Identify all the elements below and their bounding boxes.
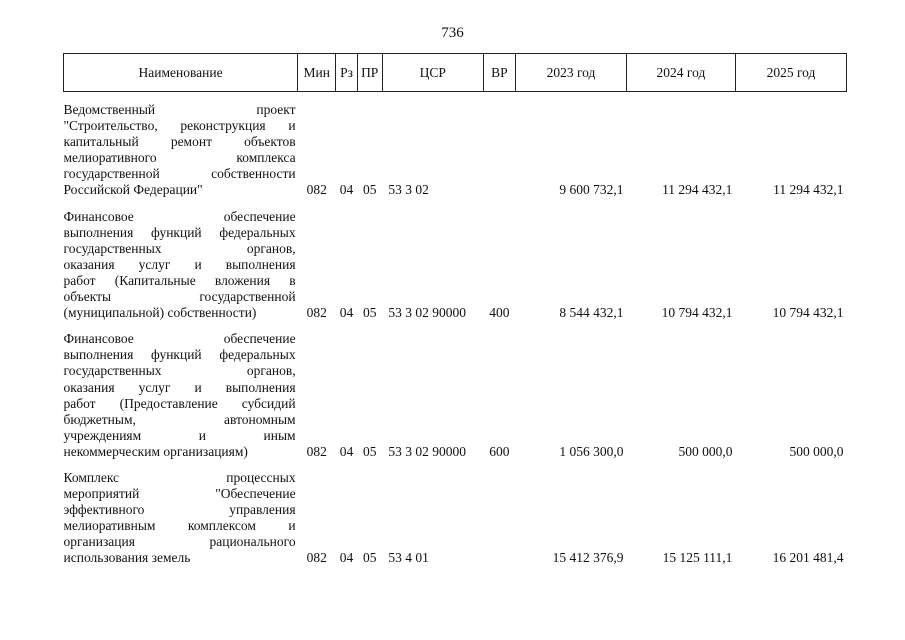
header-rz: Рз (336, 54, 357, 92)
row-amount-2023: 8 544 432,1 (559, 305, 624, 321)
header-name: Наименование (64, 54, 298, 92)
header-vr: ВР (483, 54, 515, 92)
page-number: 736 (441, 25, 464, 41)
row-rz: 04 (339, 182, 354, 198)
table-header-row (64, 54, 847, 92)
row-amount-2023: 9 600 732,1 (559, 182, 624, 198)
row-name (64, 331, 298, 460)
row-name-line: (муниципальной) собственности) (63, 305, 257, 321)
row-rz: 04 (339, 550, 354, 566)
row-name-line: государственных органов, (63, 240, 296, 256)
row-amount-2024: 500 000,0 (678, 443, 733, 459)
row-amount-2025: 16 201 481,4 (772, 550, 844, 566)
row-csr: 53 3 02 (388, 182, 429, 198)
row-name-line: использования земель (63, 550, 191, 566)
row-name-line: Финансовое обеспечение (63, 208, 296, 224)
row-vr: 400 (489, 305, 510, 321)
row-name-line: бюджетным, автономным (63, 411, 296, 427)
row-name-line: выполнения функций федеральных (63, 347, 296, 363)
table-body (64, 92, 847, 567)
row-name-line: оказания услуг и выполнения (63, 256, 296, 272)
row-name-line: "Строительство, реконструкция и (63, 118, 296, 134)
row-pr: 05 (362, 550, 377, 566)
row-name-line: некоммерческим организациям) (63, 443, 248, 459)
budget-table (63, 53, 847, 567)
row-name-line: Ведомственный проект (63, 102, 296, 117)
header-pr: ПР (357, 54, 382, 92)
row-spacer (64, 199, 847, 209)
row-name (64, 209, 298, 322)
header-min: Мин (298, 54, 336, 92)
row-csr: 53 3 02 90000 (388, 305, 466, 321)
row-spacer-cell (64, 321, 847, 331)
table-row (64, 331, 847, 460)
row-amount-2023: 15 412 376,9 (552, 550, 624, 566)
row-csr: 53 4 01 (388, 550, 429, 566)
header-csr: ЦСР (382, 54, 483, 92)
row-name-line: Российской Федерации" (63, 182, 203, 198)
row-name-line: Финансовое обеспечение (63, 331, 296, 347)
row-name (64, 102, 298, 199)
row-rz: 04 (339, 443, 354, 459)
row-name-line: работ (Предоставление субсидий (63, 395, 296, 411)
row-pr: 05 (362, 305, 377, 321)
row-spacer-cell (64, 92, 847, 103)
row-min: 082 (306, 443, 327, 459)
table-row (64, 209, 847, 322)
row-amount-2025: 10 794 432,1 (772, 305, 844, 321)
row-pr: 05 (362, 443, 377, 459)
row-pr: 05 (362, 182, 377, 198)
row-spacer (64, 321, 847, 331)
row-name-line: мероприятий "Обеспечение (63, 486, 296, 502)
row-amount-2024: 15 125 111,1 (662, 550, 733, 566)
row-name-line: капитальный ремонт объектов (63, 134, 296, 150)
row-spacer-cell (64, 199, 847, 209)
row-name-line: работ (Капитальные вложения в (63, 272, 296, 288)
row-amount-2024: 11 294 432,1 (662, 182, 733, 198)
row-rz: 04 (339, 305, 354, 321)
row-min: 082 (306, 550, 327, 566)
table-row (64, 102, 847, 199)
row-spacer (64, 460, 847, 470)
header-2024: 2024 год (626, 54, 735, 92)
row-min: 082 (306, 305, 327, 321)
row-name-line: выполнения функций федеральных (63, 224, 296, 240)
row-amount-2025: 500 000,0 (789, 443, 844, 459)
row-name-line: объекты государственной (63, 289, 296, 305)
row-spacer-cell (64, 460, 847, 470)
row-amount-2025: 11 294 432,1 (773, 182, 844, 198)
row-vr (483, 470, 515, 567)
header-2023: 2023 год (515, 54, 626, 92)
row-vr: 600 (489, 443, 510, 459)
row-csr: 53 3 02 90000 (388, 443, 466, 459)
row-name-line: мелиоративным комплексом и (63, 518, 296, 534)
row-name-line: мелиоративного комплекса (63, 150, 296, 166)
row-name-line: оказания услуг и выполнения (63, 379, 296, 395)
header-2025: 2025 год (735, 54, 846, 92)
row-name-line: Комплекс процессных (63, 469, 296, 485)
table-row (64, 470, 847, 567)
row-min: 082 (306, 182, 327, 198)
row-spacer (64, 92, 847, 103)
row-vr (483, 102, 515, 199)
row-name (64, 470, 298, 567)
row-name-line: эффективного управления (63, 502, 296, 518)
row-amount-2024: 10 794 432,1 (661, 305, 733, 321)
row-name-line: государственной собственности (63, 166, 296, 182)
row-name-line: государственных органов, (63, 363, 296, 379)
row-amount-2023: 1 056 300,0 (559, 443, 624, 459)
row-name-line: учреждениям и иным (63, 427, 296, 443)
row-name-line: организация рационального (63, 534, 296, 550)
